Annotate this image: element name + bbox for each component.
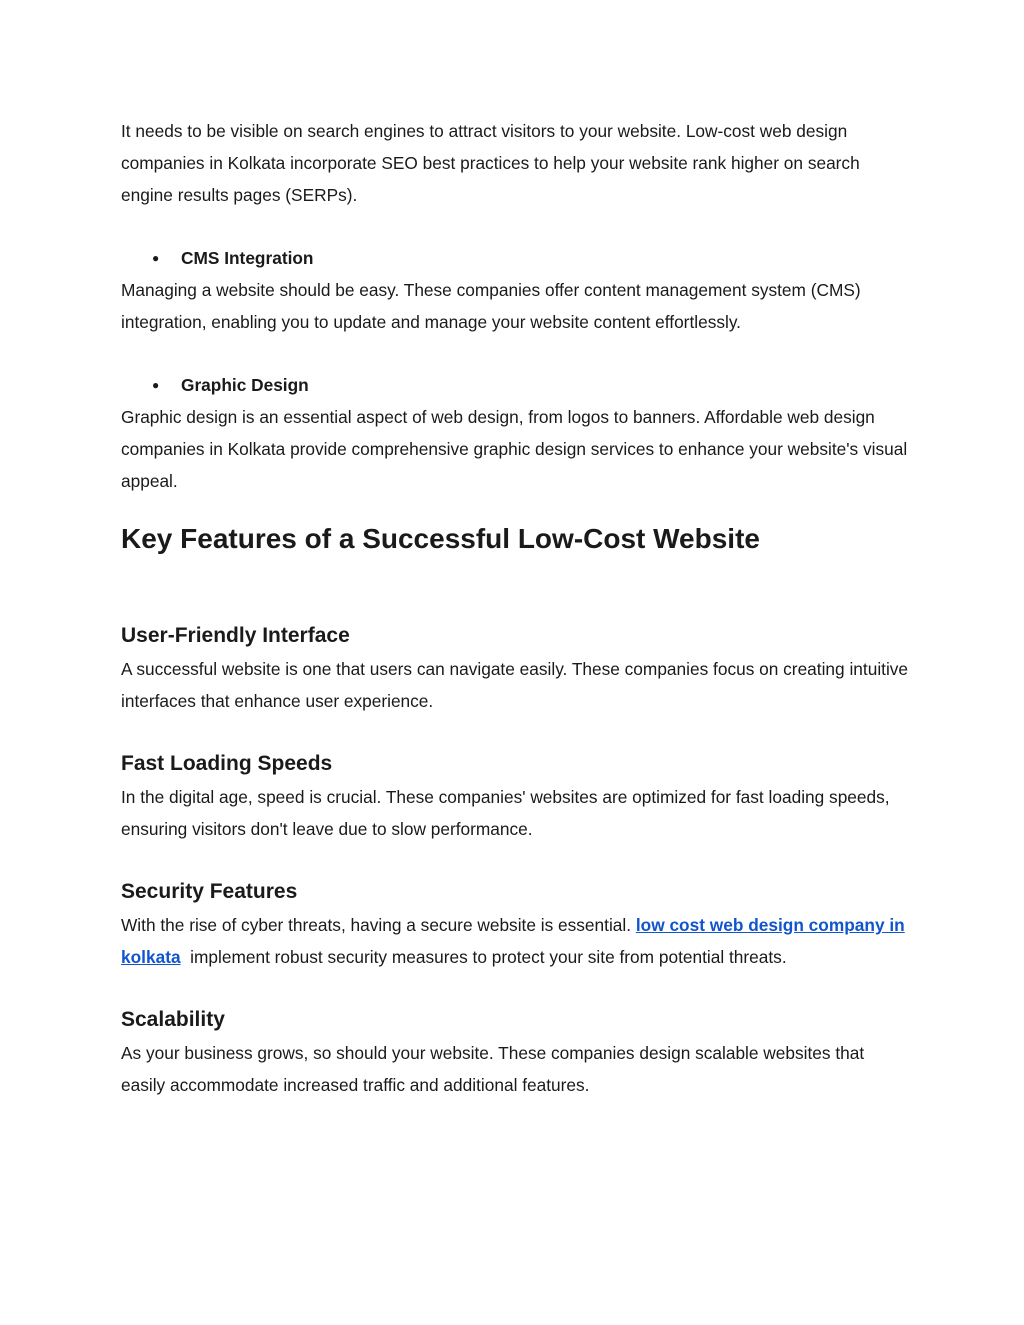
bullet-label-graphic: Graphic Design xyxy=(181,375,309,395)
web-design-company-link[interactable]: low cost web design company in kolkata xyxy=(121,915,905,967)
section-paragraph: In the digital age, speed is crucial. These companies' websites are optimized for fast loading speeds, ensuring visitors don't leave due to slow performance. xyxy=(121,787,890,839)
section-heading: Fast Loading Speeds xyxy=(121,752,333,775)
section-paragraph xyxy=(121,909,911,973)
section-heading: Scalability xyxy=(121,1008,225,1031)
cms-paragraph: Managing a website should be easy. These companies offer content management system (CMS) integration, enabling you to update and manage your website content effortlessly. xyxy=(121,280,861,332)
bullet-graphic-design xyxy=(121,369,911,401)
bullet-dot-icon: ● xyxy=(152,378,160,392)
section-heading: Security Features xyxy=(121,880,298,903)
intro-paragraph: It needs to be visible on search engines to attract visitors to your website. Low-cost web design companies in Kolkata incorporate SEO best practices to help your website rank higher on search engine results pages (SERPs). xyxy=(121,121,860,205)
security-text-before: With the rise of cyber threats, having a secure website is essential. xyxy=(121,915,636,935)
section-security xyxy=(121,877,911,973)
document-page xyxy=(121,115,911,1133)
bullet-dot-icon: ● xyxy=(152,251,160,265)
section-paragraph: A successful website is one that users can navigate easily. These companies focus on creating intuitive interfaces that enhance user experience. xyxy=(121,659,909,711)
security-text-after: implement robust security measures to protect your site from potential threats. xyxy=(180,947,787,967)
bullet-label-cms: CMS Integration xyxy=(181,248,314,268)
section-scalability xyxy=(121,1005,911,1101)
bullet-cms-integration xyxy=(121,242,911,274)
graphic-design-paragraph: Graphic design is an essential aspect of web design, from logos to banners. Affordable web design companies in Kolkata provide comprehensive graphic design services to enhance your website's visual appeal. xyxy=(121,407,908,491)
section-paragraph: As your business grows, so should your website. These companies design scalable websites that easily accommodate increased traffic and additional features. xyxy=(121,1043,865,1095)
main-heading: Key Features of a Successful Low-Cost Website xyxy=(121,523,760,554)
section-user-friendly xyxy=(121,621,911,717)
section-heading: User-Friendly Interface xyxy=(121,624,350,647)
section-fast-loading xyxy=(121,749,911,845)
